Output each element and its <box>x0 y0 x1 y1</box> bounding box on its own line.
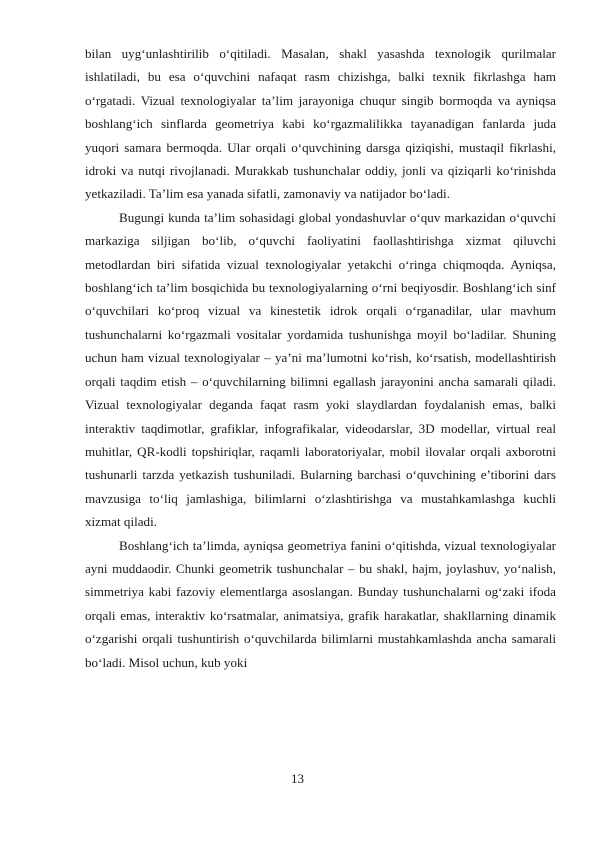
paragraph-1: bilan uyg‘unlashtirilib o‘qitiladi. Masalan, shakl yasashda texnologik qurilmalar ishlatiladi, bu esa o‘quvchini nafaqat rasm chizishga, balki texnik fikrlashga ham o‘rgatadi. Vizual texnologiyalar ta’lim jarayoniga chuqur singib bormoqda va ayniqsa boshlang‘ich sinflarda geometriya kabi ko‘rgazmalilikka tayanadigan fanlarda juda yuqori samara bermoqda. Ular orqali o‘quvchining darsga qiziqishi, mustaqil fikrlashi, idroki va nutqi rivojlanadi. Murakkab tushunchalar oddiy, jonli va qiziqarli ko‘rinishda yetkaziladi. Ta’lim esa yanada sifatli, zamonaviy va natijador bo‘ladi. <box>85 46 556 202</box>
paragraph-2: Bugungi kunda ta’lim sohasidagi global yondashuvlar o‘quv markazidan o‘quvchi markaziga siljigan bo‘lib, o‘quvchi faoliyatini faollashtirishga xizmat qiluvchi metodlardan biri sifatida vizual texnologiyalar yetakchi o‘ringa chiqmoqda. Ayniqsa, boshlang‘ich ta’lim bosqichida bu texnologiyalarning o‘rni beqiyosdir. Boshlang‘ich sinf o‘quvchilari ko‘proq vizual va kinestetik idrok orqali o‘rganadilar, ular mavhum tushunchalarni ko‘rgazmali vositalar yordamida tushunishga moyil bo‘ladilar. Shuning uchun ham vizual texnologiyalar – ya’ni ma’lumotni ko‘rish, ko‘rsatish, modellashtirish orqali taqdim etish – o‘quvchilarning bilimni egallash jarayonini ancha samarali qiladi. Vizual texnologiyalar deganda faqat rasm yoki slaydlardan foydalanish emas, balki interaktiv taqdimotlar, grafiklar, infografikalar, videodarslar, 3D modellar, virtual real muhitlar, QR-kodli topshiriqlar, raqamli laboratoriyalar, mobil ilovalar orqali axborotni tushunarli tarzda yetkazish tushuniladi. Bularning barchasi o‘quvchining e’tiborini dars mavzusiga to‘liq jamlashiga, bilimlarni o‘zlashtirishga va mustahkamlashga kuchli xizmat qiladi. <box>85 209 556 530</box>
document-body <box>85 42 556 674</box>
paragraph-3: Boshlang‘ich ta’limda, ayniqsa geometriya fanini o‘qitishda, vizual texnologiyalar ayni muddaodir. Chunki geometrik tushunchalar – bu shakl, hajm, joylashuv, yo‘nalish, simmetriya kabi fazoviy elementlarga asoslangan. Bunday tushunchalarni og‘zaki ifoda orqali emas, interaktiv ko‘rsatmalar, animatsiya, grafik harakatlar, shakllarning dinamik o‘zgarishi orqali tushuntirish o‘quvchilarda bilimlarni mustahkamlashda ancha samarali bo‘ladi. Misol uchun, kub yoki <box>85 537 556 670</box>
page-number: 13 <box>291 771 304 786</box>
